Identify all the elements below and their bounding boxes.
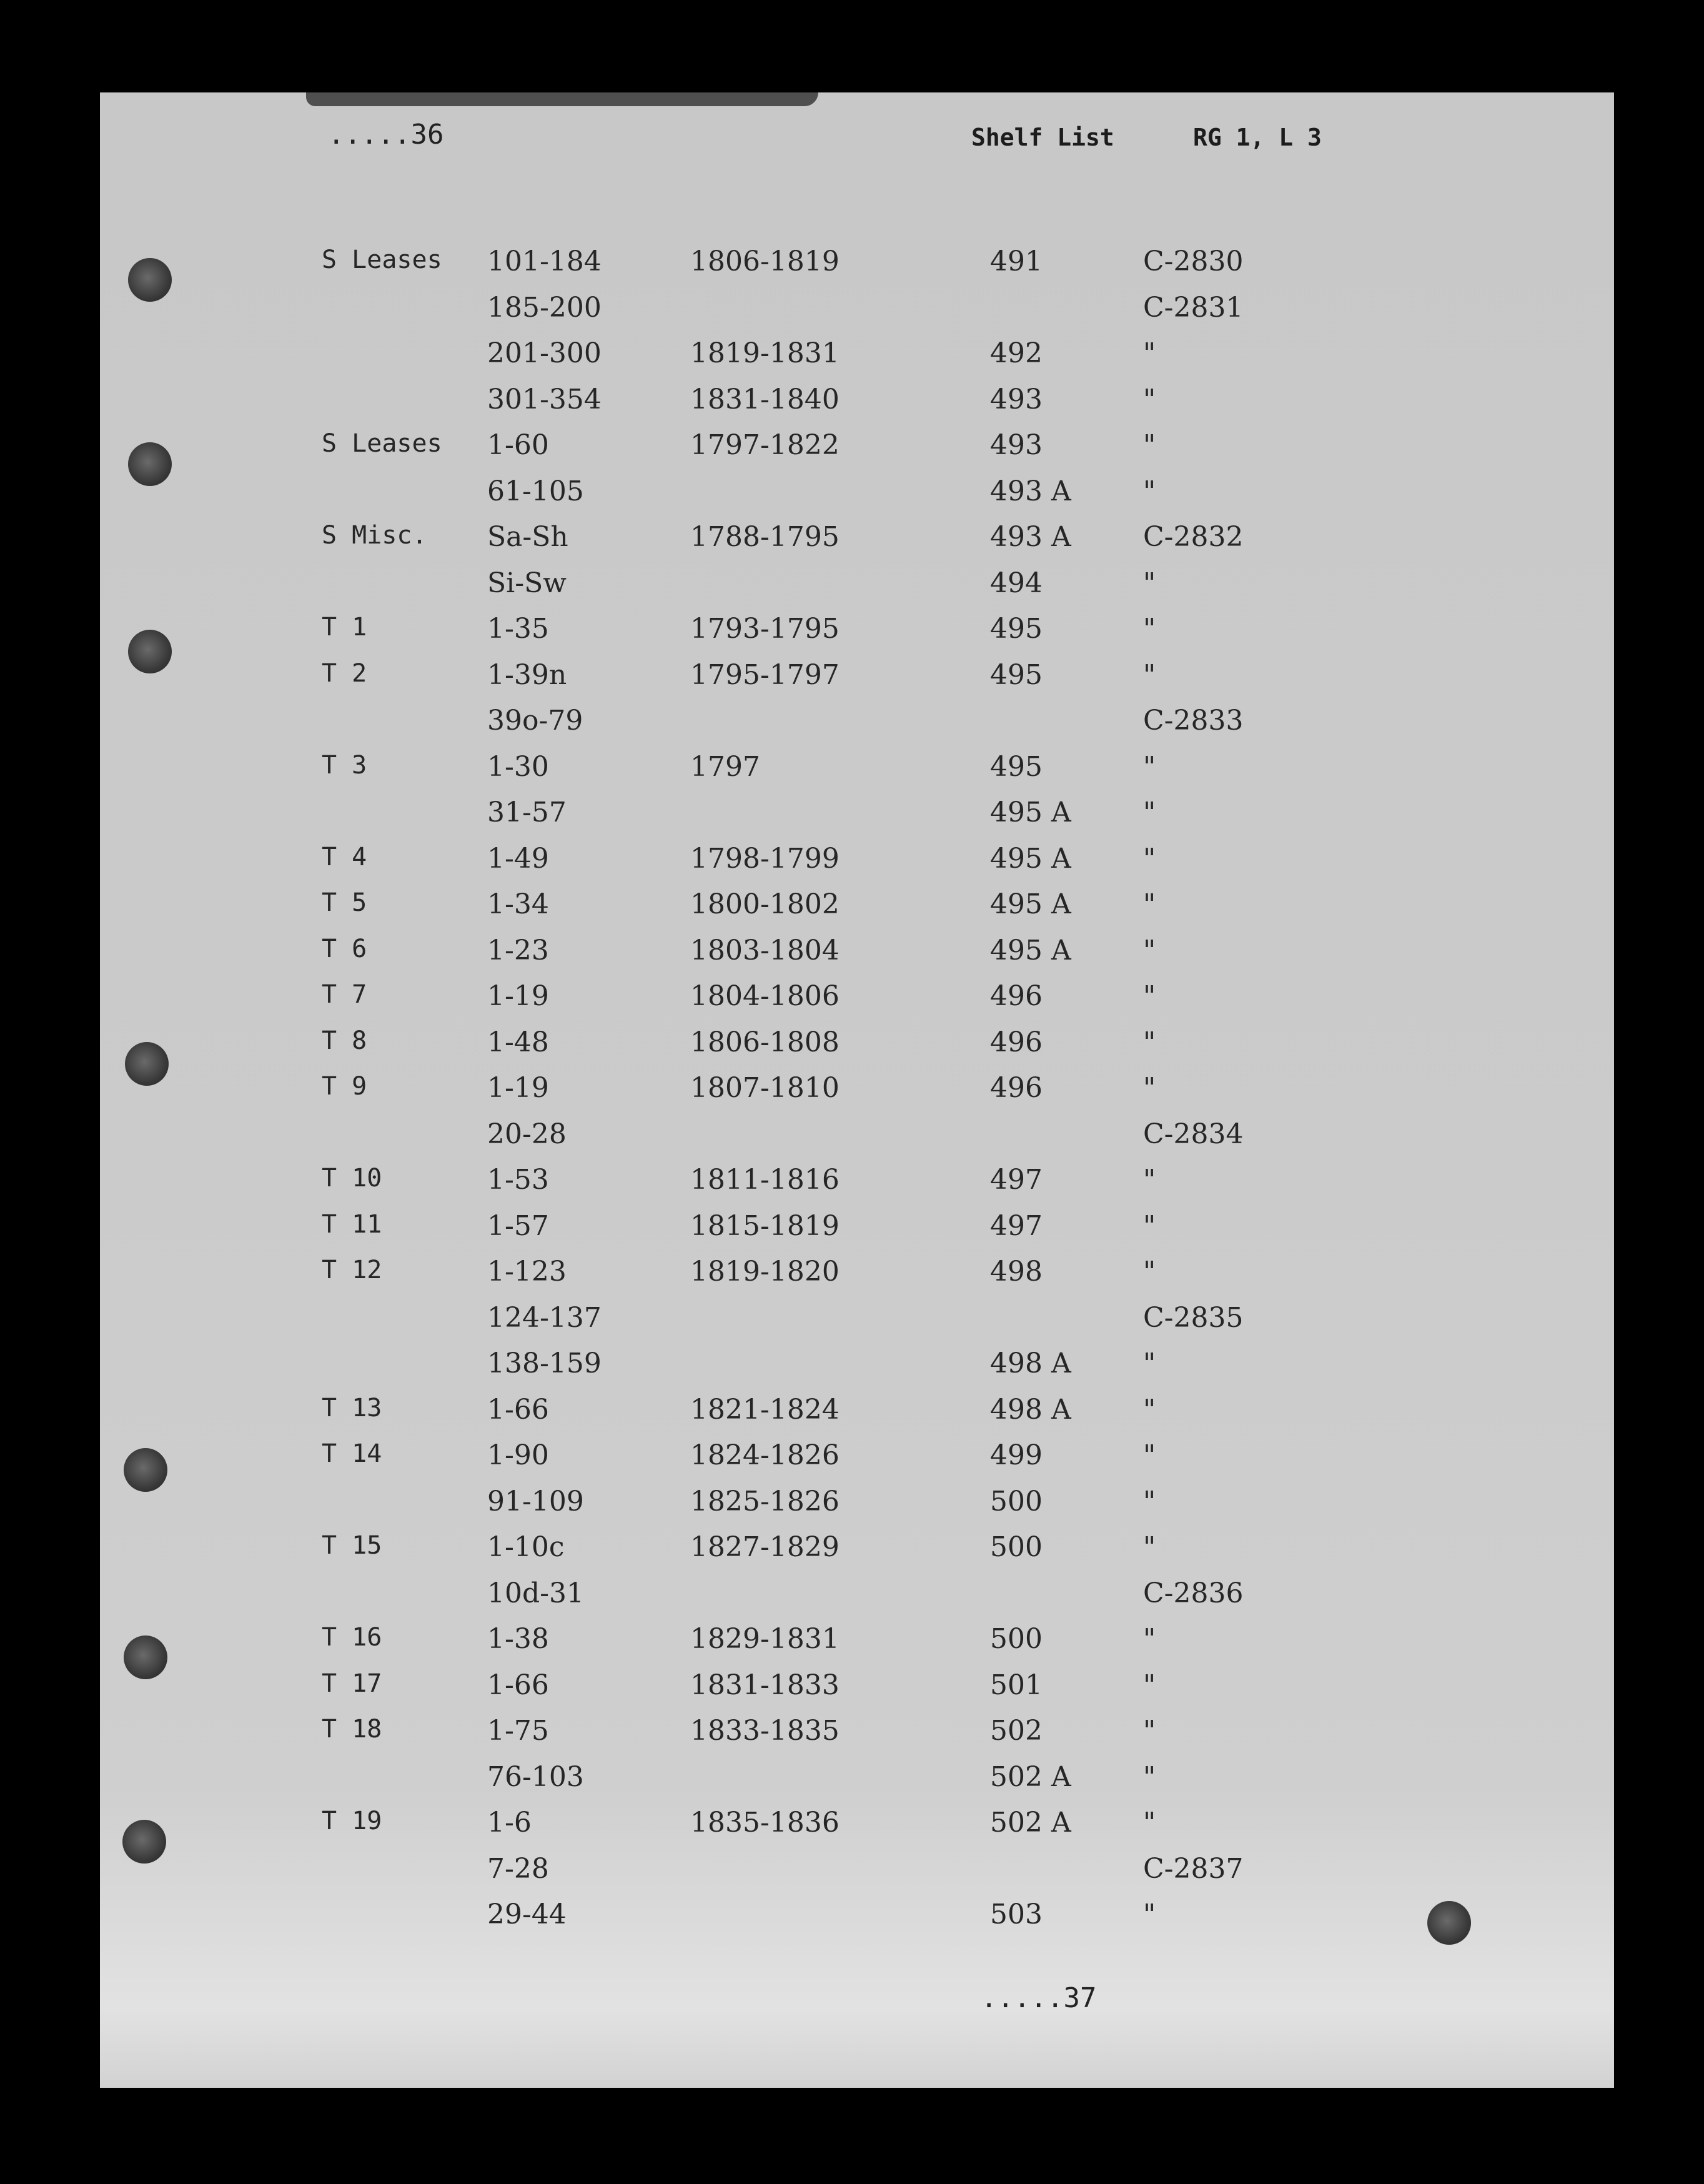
range-cell: 7-28 [487,1852,549,1885]
reel-cell: " [1143,1899,1156,1930]
box-cell: 492 [990,337,1043,369]
box-cell: 500 [990,1623,1043,1655]
range-cell: 1-19 [487,1072,549,1104]
box-cell: 499 [990,1439,1043,1471]
range-cell: Si-Sw [487,567,567,599]
range-cell: Sa-Sh [487,521,568,553]
range-cell: 1-49 [487,842,549,875]
reel-cell: " [1143,797,1156,828]
reel-cell: C-2837 [1143,1852,1244,1885]
dates-cell: 1831-1840 [690,383,840,415]
box-cell: 493 A [990,475,1071,507]
reel-cell: " [1143,1623,1156,1655]
range-cell: 1-6 [487,1807,532,1839]
page-title: Shelf List [971,124,1114,151]
dates-cell: 1795-1797 [690,658,840,691]
box-cell: 503 [990,1899,1043,1930]
series-cell: T 5 [322,888,367,917]
box-cell: 495 A [990,797,1071,828]
range-cell: 29-44 [487,1899,567,1930]
reel-cell: C-2832 [1143,521,1244,553]
range-cell: 76-103 [487,1760,584,1793]
punch-hole [125,1042,169,1086]
reel-cell: " [1143,1807,1156,1839]
range-cell: 138-159 [487,1348,602,1379]
reel-cell: " [1143,1669,1156,1701]
range-cell: 1-75 [487,1715,549,1747]
box-cell: 495 A [990,842,1071,875]
dates-cell: 1831-1833 [690,1669,840,1701]
box-cell: 494 [990,567,1043,599]
dates-cell: 1819-1831 [690,337,840,369]
box-cell: 493 [990,383,1043,415]
series-cell: T 8 [322,1026,367,1055]
box-cell: 495 A [990,934,1071,966]
box-cell: 496 [990,1072,1043,1104]
dates-cell: 1800-1802 [690,888,840,920]
reel-cell: " [1143,1209,1156,1242]
series-cell: S Leases [322,246,442,274]
reel-cell: " [1143,613,1156,645]
range-cell: 201-300 [487,337,602,369]
series-cell: S Misc. [322,521,427,550]
dates-cell: 1797 [690,750,760,783]
punch-hole [128,442,172,486]
reel-cell: " [1143,658,1156,691]
series-cell: T 15 [322,1531,382,1560]
box-cell: 501 [990,1669,1043,1701]
reel-cell: " [1143,337,1156,369]
dates-cell: 1803-1804 [690,934,840,966]
box-cell: 502 A [990,1807,1071,1839]
reel-cell: " [1143,750,1156,783]
box-cell: 502 [990,1715,1043,1747]
range-cell: 301-354 [487,383,602,415]
dates-cell: 1824-1826 [690,1439,840,1471]
range-cell: 124-137 [487,1301,602,1334]
reel-cell: " [1143,475,1156,507]
box-cell: 500 [990,1485,1043,1517]
range-cell: 1-57 [487,1209,549,1242]
reel-cell: C-2831 [1143,291,1244,324]
punch-hole [124,1448,167,1492]
range-cell: 1-48 [487,1026,549,1058]
series-cell: T 9 [322,1072,367,1101]
reel-cell: C-2834 [1143,1118,1244,1150]
range-cell: 1-23 [487,934,549,966]
box-cell: 497 [990,1209,1043,1242]
dates-cell: 1815-1819 [690,1209,840,1242]
reel-cell: " [1143,980,1156,1012]
range-cell: 1-60 [487,429,549,461]
reel-cell: " [1143,842,1156,875]
reel-cell: " [1143,1439,1156,1471]
dates-cell: 1825-1826 [690,1485,840,1517]
reel-cell: " [1143,1531,1156,1563]
box-cell: 496 [990,980,1043,1012]
series-cell: T 6 [322,934,367,963]
reel-cell: " [1143,1760,1156,1793]
range-cell: 1-90 [487,1439,549,1471]
series-cell: T 7 [322,980,367,1009]
dates-cell: 1811-1816 [690,1164,840,1196]
box-cell: 497 [990,1164,1043,1196]
box-cell: 500 [990,1531,1043,1563]
series-cell: T 10 [322,1164,382,1193]
series-cell: T 19 [322,1807,382,1835]
punch-hole [1427,1901,1471,1945]
series-cell: T 18 [322,1715,382,1744]
range-cell: 1-123 [487,1256,567,1288]
reel-cell: " [1143,934,1156,966]
range-cell: 91-109 [487,1485,584,1517]
dates-cell: 1819-1820 [690,1256,840,1288]
reel-cell: C-2833 [1143,705,1244,737]
range-cell: 1-66 [487,1669,549,1701]
reel-cell: " [1143,1164,1156,1196]
series-cell: T 13 [322,1393,382,1422]
box-cell: 498 A [990,1393,1071,1426]
reel-cell: " [1143,1715,1156,1747]
dates-cell: 1798-1799 [690,842,840,875]
reel-cell: " [1143,567,1156,599]
series-cell: T 12 [322,1256,382,1284]
range-cell: 1-34 [487,888,549,920]
dates-cell: 1807-1810 [690,1072,840,1104]
range-cell: 1-53 [487,1164,549,1196]
punch-hole [122,1820,166,1864]
box-cell: 495 [990,613,1043,645]
range-cell: 61-105 [487,475,584,507]
range-cell: 101-184 [487,246,602,277]
next-page-ref: .....37 [981,1982,1097,2014]
range-cell: 1-35 [487,613,549,645]
box-cell: 493 [990,429,1043,461]
box-cell: 496 [990,1026,1043,1058]
box-cell: 495 A [990,888,1071,920]
punch-hole [128,630,172,673]
tape-strip [306,92,818,106]
box-cell: 502 A [990,1760,1071,1793]
box-cell: 495 [990,658,1043,691]
series-cell: T 3 [322,750,367,780]
dates-cell: 1804-1806 [690,980,840,1012]
range-cell: 185-200 [487,291,602,324]
punch-hole [128,258,172,302]
punch-hole [124,1636,167,1679]
range-cell: 1-38 [487,1623,549,1655]
record-group: RG 1, L 3 [1193,124,1322,151]
range-cell: 20-28 [487,1118,567,1150]
series-cell: T 1 [322,613,367,642]
box-cell: 493 A [990,521,1071,553]
dates-cell: 1793-1795 [690,613,840,645]
dates-cell: 1806-1808 [690,1026,840,1058]
series-cell: T 14 [322,1439,382,1468]
dates-cell: 1833-1835 [690,1715,840,1747]
reel-cell: C-2836 [1143,1577,1244,1609]
dates-cell: 1827-1829 [690,1531,840,1563]
range-cell: 1-10c [487,1531,565,1563]
box-cell: 495 [990,750,1043,783]
box-cell: 491 [990,246,1043,277]
dates-cell: 1829-1831 [690,1623,840,1655]
reel-cell: " [1143,429,1156,461]
range-cell: 1-39n [487,658,567,691]
series-cell: T 17 [322,1669,382,1698]
series-cell: T 2 [322,658,367,688]
box-cell: 498 A [990,1348,1071,1379]
dates-cell: 1788-1795 [690,521,840,553]
box-cell: 498 [990,1256,1043,1288]
reel-cell: " [1143,1026,1156,1058]
range-cell: 10d-31 [487,1577,585,1609]
reel-cell: " [1143,1393,1156,1426]
range-cell: 1-30 [487,750,549,783]
dates-cell: 1821-1824 [690,1393,840,1426]
range-cell: 1-66 [487,1393,549,1426]
reel-cell: C-2835 [1143,1301,1244,1334]
page-prefix: .....36 [328,119,444,151]
reel-cell: " [1143,1072,1156,1104]
reel-cell: " [1143,1348,1156,1379]
series-cell: T 16 [322,1623,382,1652]
reel-cell: " [1143,1485,1156,1517]
dates-cell: 1835-1836 [690,1807,840,1839]
dates-cell: 1797-1822 [690,429,840,461]
reel-cell: " [1143,888,1156,920]
range-cell: 31-57 [487,797,567,828]
reel-cell: " [1143,383,1156,415]
range-cell: 39o-79 [487,705,583,737]
series-cell: T 4 [322,842,367,871]
reel-cell: C-2830 [1143,246,1244,277]
range-cell: 1-19 [487,980,549,1012]
series-cell: T 11 [322,1209,382,1239]
document-page [100,92,1614,2088]
dates-cell: 1806-1819 [690,246,840,277]
reel-cell: " [1143,1256,1156,1288]
series-cell: S Leases [322,429,442,458]
